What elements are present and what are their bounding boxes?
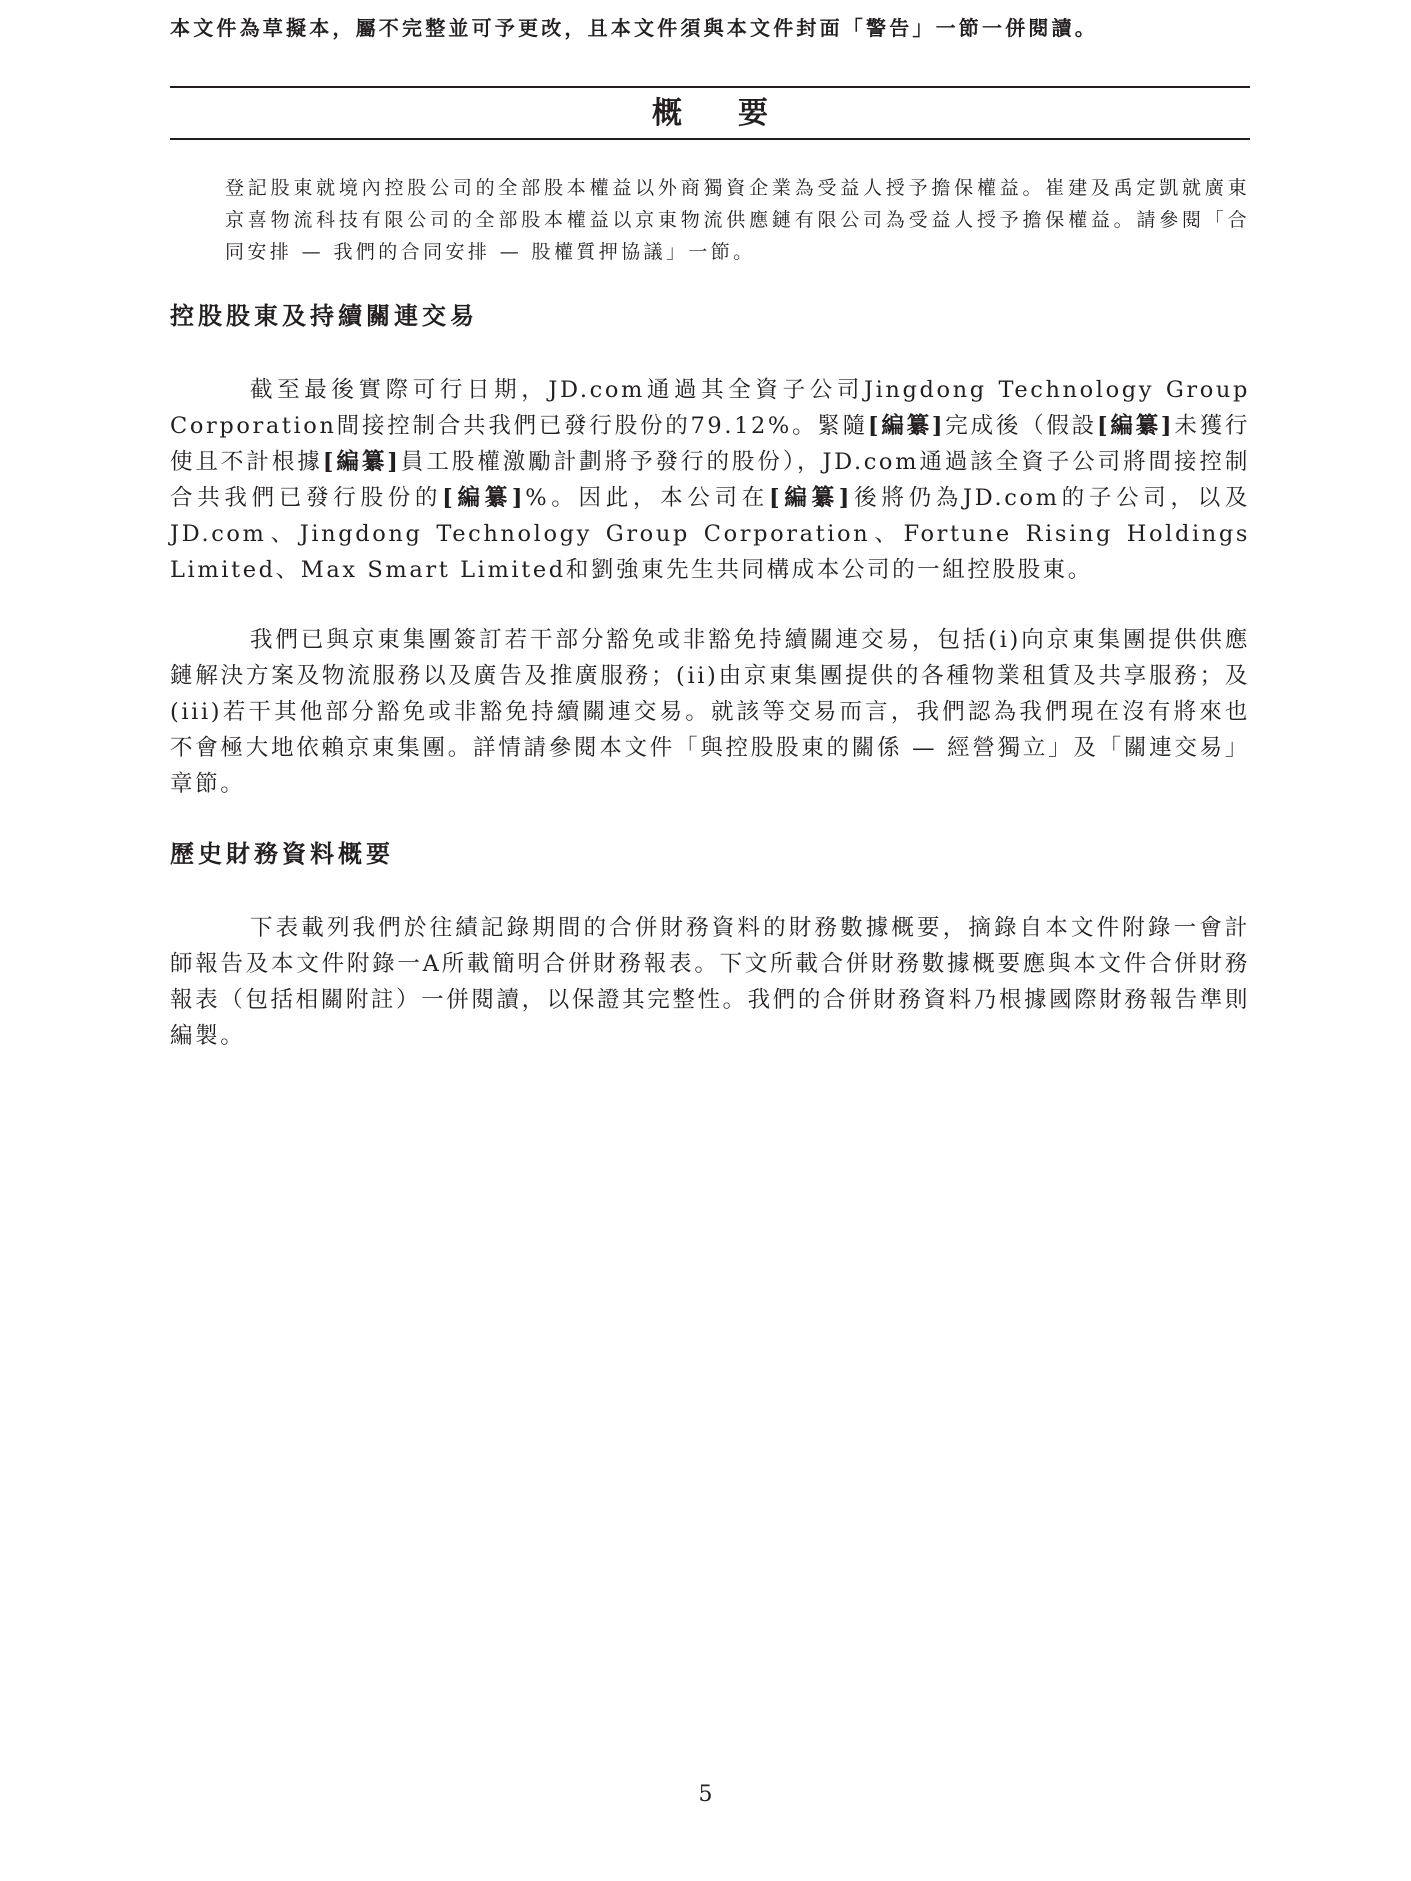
paragraph-text: 完成後（假設 — [945, 413, 1097, 439]
redacted-placeholder: [編纂] — [1096, 413, 1175, 439]
redacted-placeholder: [編纂] — [769, 485, 853, 511]
paragraph-text: 員工股權激勵計劃將予發行的股份），JD.com通過該全資子公司將間接控制合共我們已發行股份的 — [170, 449, 1250, 511]
paragraph-text: %。因此，本公司在 — [525, 485, 769, 511]
redacted-placeholder: [編纂] — [867, 413, 946, 439]
page-title: 概要 — [652, 96, 824, 131]
paragraph-connected-transactions — [170, 622, 1250, 802]
paragraph-financial-summary — [170, 910, 1250, 1054]
draft-disclaimer: 本文件為草擬本，屬不完整並可予更改，且本文件須與本文件封面「警告」一節一併閱讀。 — [170, 16, 1098, 40]
paragraph-text: 我們已與京東集團簽訂若干部分豁免或非豁免持續關連交易，包括(i)向京東集團提供供應鏈解決方案及物流服務以及廣告及推廣服務；(ii)由京東集團提供的各種物業租賃及共享服務；及(iii)若干其他部分豁免或非豁免持續關連交易。就該等交易而言，我們認為我們現在沒有將來也不會極大地依賴京東集團。詳情請參閱本文件「與控股股東的關係 — 經營獨立」及「關連交易」章節。 — [170, 627, 1250, 797]
intro-note: 登記股東就境內控股公司的全部股本權益以外商獨資企業為受益人授予擔保權益。崔建及禹定凱就廣東京喜物流科技有限公司的全部股本權益以京東物流供應鏈有限公司為受益人授予擔保權益。請參閱「合同安排 — 我們的合同安排 — 股權質押協議」一節。 — [225, 177, 1250, 263]
section-heading-controlling-shareholders: 控股股東及持續關連交易 — [170, 301, 478, 330]
title-block — [170, 86, 1250, 140]
redacted-placeholder: [編纂] — [322, 449, 401, 475]
paragraph-text: 下表載列我們於往績記錄期間的合併財務資料的財務數據概要，摘錄自本文件附錄一會計師報告及本文件附錄一A所載簡明合併財務報表。下文所載合併財務數據概要應與本文件合併財務報表（包括相關附註）一併閱讀，以保證其完整性。我們的合併財務資料乃根據國際財務報告準則編製。 — [170, 915, 1250, 1049]
paragraph-text: 未獲行使且不計根據 — [170, 413, 1250, 475]
paragraph-controlling-shareholders — [170, 372, 1250, 588]
page-number: 5 — [698, 1782, 713, 1807]
redacted-placeholder: [編纂] — [442, 485, 526, 511]
section-heading-historical-financial: 歷史財務資料概要 — [170, 839, 394, 868]
paragraph-text: 截至最後實際可行日期，JD.com通過其全資子公司Jingdong Technology Group Corporation間接控制合共我們已發行股份的79.12%。緊隨 — [170, 377, 1250, 439]
paragraph-text: 後將仍為JD.com的子公司，以及JD.com、Jingdong Technology Group Corporation、Fortune Rising Holdings Limited、Max Smart Limited和劉強東先生共同構成本公司的一組控股股東。 — [170, 485, 1251, 583]
